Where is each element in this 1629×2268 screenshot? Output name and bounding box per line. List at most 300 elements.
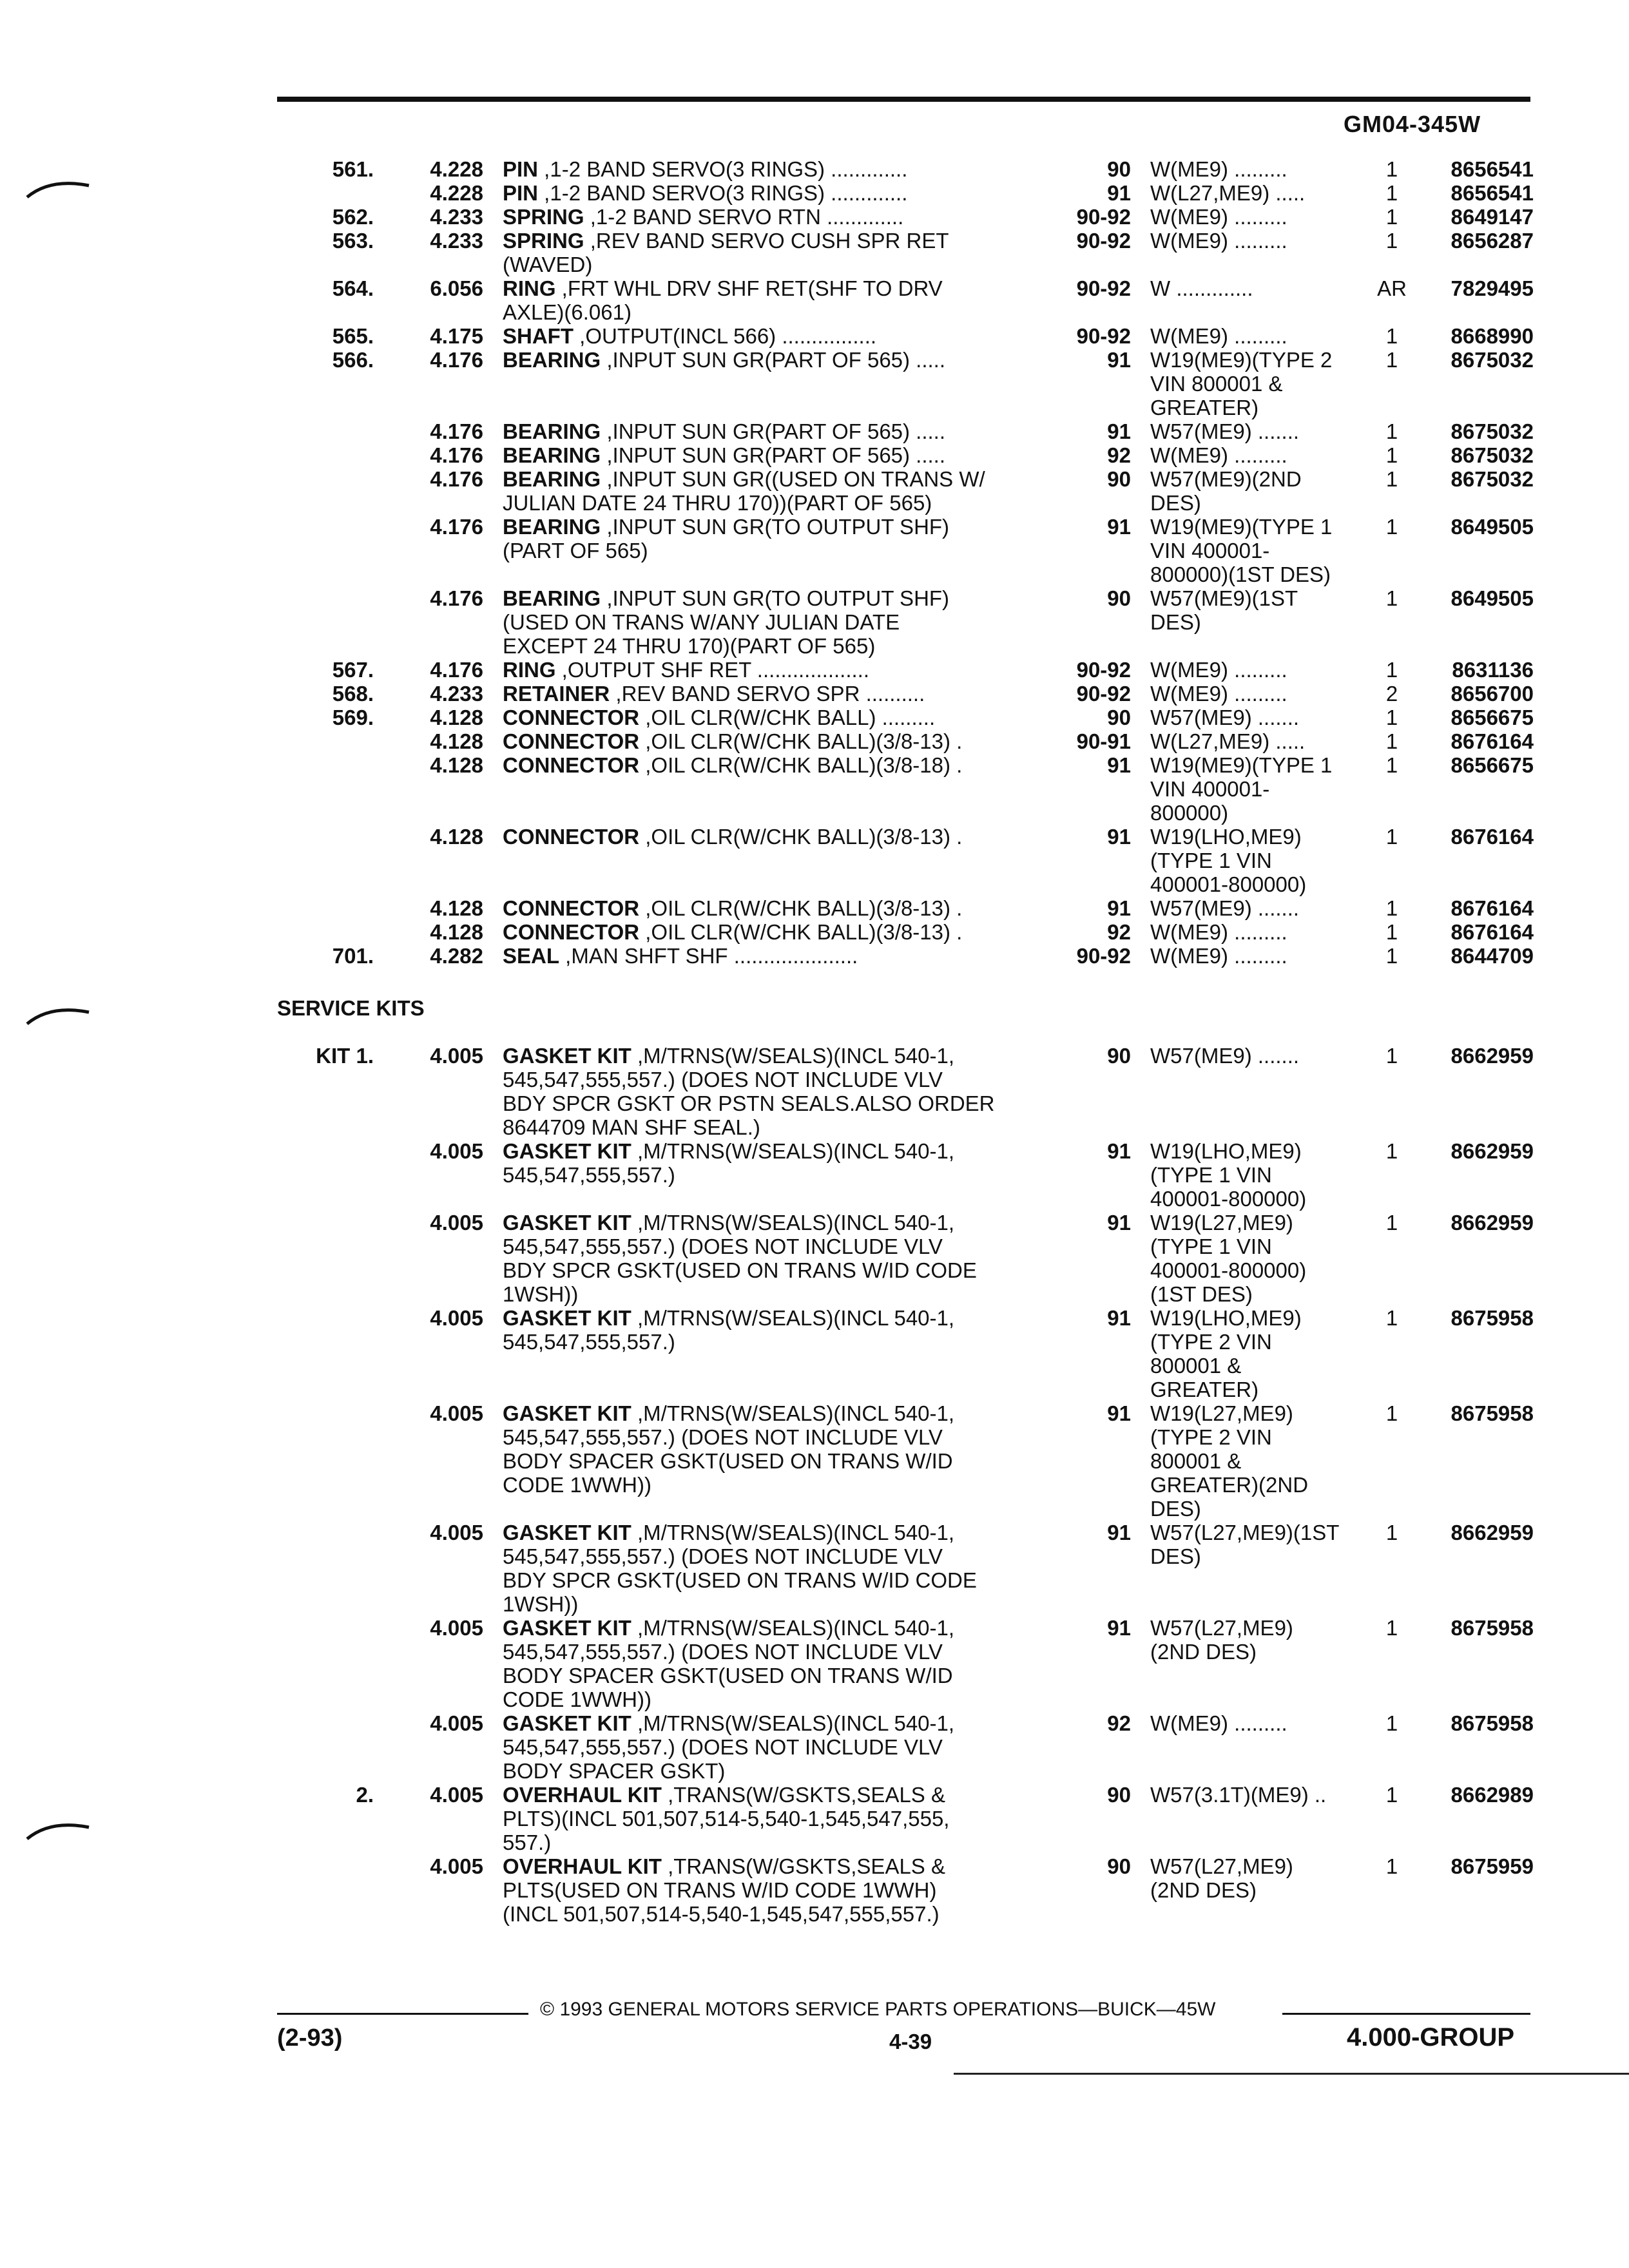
part-number: 8675032 xyxy=(1451,443,1534,467)
application: W57(ME9) ....... xyxy=(1150,419,1300,443)
part-description xyxy=(503,1616,1047,1711)
table-row xyxy=(277,181,1534,205)
part-number: 8656700 xyxy=(1451,682,1534,706)
group-number: 4.176 xyxy=(430,443,483,467)
part-detail: ,OUTPUT(INCL 566) ................ xyxy=(574,324,877,348)
part-detail: ,M/TRNS(W/SEALS)(INCL 540-1, 545,547,555,557.) (DOES NOT INCLUDE VLV BDY SPCR GSKT(USED ON TRANS W/ID CODE 1WSH)) xyxy=(503,1211,977,1306)
item-number: 567. xyxy=(332,658,374,682)
application: W(L27,ME9) ..... xyxy=(1150,729,1306,753)
group-number: 4.228 xyxy=(430,181,483,205)
part-detail: ,MAN SHFT SHF ..................... xyxy=(559,944,858,968)
binder-hole-mark xyxy=(24,175,95,201)
part-number: 8631136 xyxy=(1452,658,1534,682)
model-year: 90-92 xyxy=(1076,324,1131,348)
part-name: GASKET KIT xyxy=(503,1711,631,1735)
quantity: 1 xyxy=(1385,586,1398,610)
part-description xyxy=(503,157,1047,181)
part-detail: ,REV BAND SERVO CUSH SPR RET (WAVED) xyxy=(503,229,949,276)
part-number: 8649505 xyxy=(1451,586,1534,610)
application: W57(ME9) ....... xyxy=(1150,896,1300,920)
part-number: 8676164 xyxy=(1451,825,1534,849)
part-name: PIN xyxy=(503,157,539,181)
item-number: KIT 1. xyxy=(316,1044,374,1068)
application: W(ME9) ......... xyxy=(1150,920,1287,944)
part-number: 8675959 xyxy=(1451,1854,1534,1878)
model-year: 90-92 xyxy=(1076,229,1131,253)
part-detail: ,M/TRNS(W/SEALS)(INCL 540-1, 545,547,555,557.) (DOES NOT INCLUDE VLV BODY SPACER GSKT(USED ON TRANS W/ID CODE 1WWH)) xyxy=(503,1401,955,1497)
application: W57(L27,ME9) (2ND DES) xyxy=(1150,1616,1293,1664)
part-number: 8644709 xyxy=(1451,944,1534,968)
table-row xyxy=(277,1139,1534,1211)
model-year: 90 xyxy=(1107,1044,1131,1068)
part-description xyxy=(503,1711,1047,1783)
part-detail: ,OIL CLR(W/CHK BALL) ......... xyxy=(639,706,936,729)
part-description xyxy=(503,229,1047,276)
part-number: 8656541 xyxy=(1451,157,1534,181)
group-number: 4.233 xyxy=(430,682,483,706)
model-year: 90-92 xyxy=(1076,682,1131,706)
application: W(ME9) ......... xyxy=(1150,682,1287,706)
part-name: BEARING xyxy=(503,515,601,539)
application: W19(LHO,ME9) (TYPE 2 VIN 800001 & GREATER) xyxy=(1150,1306,1302,1401)
quantity: 1 xyxy=(1385,1521,1398,1544)
part-name: GASKET KIT xyxy=(503,1044,631,1068)
model-year: 92 xyxy=(1107,1711,1131,1735)
part-description xyxy=(503,443,1047,467)
model-year: 90 xyxy=(1107,586,1131,610)
group-number: 4.128 xyxy=(430,753,483,777)
application: W(ME9) ......... xyxy=(1150,944,1287,968)
group-number: 4.005 xyxy=(430,1854,483,1878)
application: W19(ME9)(TYPE 1 VIN 400001- 800000)(1ST DES) xyxy=(1150,515,1333,586)
part-name: CONNECTOR xyxy=(503,920,640,944)
model-year: 90 xyxy=(1107,706,1131,729)
quantity: 1 xyxy=(1385,1854,1398,1878)
application: W57(L27,ME9)(1ST DES) xyxy=(1150,1521,1340,1568)
quantity: 1 xyxy=(1385,1711,1398,1735)
item-number: 561. xyxy=(332,157,374,181)
model-year: 90 xyxy=(1107,1783,1131,1807)
model-year: 90-92 xyxy=(1076,276,1131,300)
group-number: 4.176 xyxy=(430,467,483,491)
group-number: 4.128 xyxy=(430,706,483,729)
table-row xyxy=(277,944,1534,968)
part-description xyxy=(503,658,1047,682)
part-detail: ,1-2 BAND SERVO(3 RINGS) ............. xyxy=(538,181,908,205)
quantity: 1 xyxy=(1385,1783,1398,1807)
part-number: 8662959 xyxy=(1451,1521,1534,1544)
part-name: GASKET KIT xyxy=(503,1616,631,1640)
part-detail: ,OIL CLR(W/CHK BALL)(3/8-13) . xyxy=(639,896,963,920)
item-number: 563. xyxy=(332,229,374,253)
part-detail: ,1-2 BAND SERVO RTN ............. xyxy=(584,205,904,229)
part-number: 8675032 xyxy=(1451,419,1534,443)
part-detail: ,INPUT SUN GR(TO OUTPUT SHF) (USED ON TRANS W/ANY JULIAN DATE EXCEPT 24 THRU 170)(PART OF 565) xyxy=(503,586,950,658)
part-name: OVERHAUL KIT xyxy=(503,1854,662,1878)
quantity: AR xyxy=(1377,276,1407,300)
quantity: 1 xyxy=(1385,1401,1398,1425)
application: W57(ME9)(1ST DES) xyxy=(1150,586,1298,634)
section-title: SERVICE KITS xyxy=(277,996,425,1020)
part-number: 8675958 xyxy=(1451,1711,1534,1735)
part-detail: ,OIL CLR(W/CHK BALL)(3/8-13) . xyxy=(639,920,963,944)
part-detail: ,OIL CLR(W/CHK BALL)(3/8-18) . xyxy=(639,753,963,777)
part-detail: ,M/TRNS(W/SEALS)(INCL 540-1, 545,547,555,557.) (DOES NOT INCLUDE VLV BDY SPCR GSKT(USED ON TRANS W/ID CODE 1WSH)) xyxy=(503,1521,977,1616)
part-description xyxy=(503,348,1047,372)
part-number: 8662959 xyxy=(1451,1044,1534,1068)
part-description xyxy=(503,920,1047,944)
part-description xyxy=(503,896,1047,920)
part-detail: ,INPUT SUN GR(PART OF 565) ..... xyxy=(601,419,946,443)
model-year: 91 xyxy=(1107,1616,1131,1640)
part-number: 8656541 xyxy=(1451,181,1534,205)
part-detail: ,M/TRNS(W/SEALS)(INCL 540-1, 545,547,555,557.) (DOES NOT INCLUDE VLV BODY SPACER GSKT) xyxy=(503,1711,955,1783)
application: W19(ME9)(TYPE 2 VIN 800001 & GREATER) xyxy=(1150,348,1333,419)
part-description xyxy=(503,1044,1047,1139)
part-detail: ,M/TRNS(W/SEALS)(INCL 540-1, 545,547,555,557.) (DOES NOT INCLUDE VLV BODY SPACER GSKT(USED ON TRANS W/ID CODE 1WWH)) xyxy=(503,1616,955,1711)
table-row xyxy=(277,1306,1534,1401)
quantity: 1 xyxy=(1385,658,1398,682)
table-row xyxy=(277,1521,1534,1616)
model-year: 90 xyxy=(1107,157,1131,181)
part-name: CONNECTOR xyxy=(503,896,640,920)
model-year: 91 xyxy=(1107,348,1131,372)
table-row xyxy=(277,276,1534,324)
quantity: 2 xyxy=(1385,682,1398,706)
table-row xyxy=(277,1711,1534,1783)
group-number: 4.282 xyxy=(430,944,483,968)
part-description xyxy=(503,276,1047,324)
part-name: PIN xyxy=(503,181,539,205)
quantity: 1 xyxy=(1385,324,1398,348)
part-number: 8675958 xyxy=(1451,1306,1534,1330)
application: W(ME9) ......... xyxy=(1150,157,1287,181)
table-row xyxy=(277,1044,1534,1139)
application: W(ME9) ......... xyxy=(1150,658,1287,682)
table-row xyxy=(277,586,1534,658)
application: W(L27,ME9) ..... xyxy=(1150,181,1306,205)
application: W(ME9) ......... xyxy=(1150,1711,1287,1735)
item-number: 564. xyxy=(332,276,374,300)
application: W19(L27,ME9) (TYPE 1 VIN 400001-800000) (1ST DES) xyxy=(1150,1211,1307,1306)
quantity: 1 xyxy=(1385,348,1398,372)
part-name: GASKET KIT xyxy=(503,1401,631,1425)
model-year: 91 xyxy=(1107,419,1131,443)
table-row xyxy=(277,467,1534,515)
quantity: 1 xyxy=(1385,515,1398,539)
quantity: 1 xyxy=(1385,157,1398,181)
part-description xyxy=(503,825,1047,849)
group-number: 4.233 xyxy=(430,229,483,253)
group-number: 4.176 xyxy=(430,419,483,443)
part-name: BEARING xyxy=(503,348,601,372)
part-number: 8676164 xyxy=(1451,896,1534,920)
table-row xyxy=(277,729,1534,753)
part-number: 8676164 xyxy=(1451,920,1534,944)
part-detail: ,OIL CLR(W/CHK BALL)(3/8-13) . xyxy=(639,825,963,849)
part-detail: ,1-2 BAND SERVO(3 RINGS) ............. xyxy=(538,157,908,181)
group-number: 4.005 xyxy=(430,1401,483,1425)
part-description xyxy=(503,729,1047,753)
table-row xyxy=(277,1616,1534,1711)
part-name: BEARING xyxy=(503,419,601,443)
quantity: 1 xyxy=(1385,706,1398,729)
part-number: 8656675 xyxy=(1451,753,1534,777)
item-number: 568. xyxy=(332,682,374,706)
part-detail: ,M/TRNS(W/SEALS)(INCL 540-1, 545,547,555,557.) (DOES NOT INCLUDE VLV BDY SPCR GSKT OR PSTN SEALS.ALSO ORDER 8644709 MAN SHF SEAL.) xyxy=(503,1044,995,1139)
bottom-rule xyxy=(954,2073,1629,2075)
service-kits-list xyxy=(277,1044,1534,1926)
part-number: 8662989 xyxy=(1451,1783,1534,1807)
group-number: 6.056 xyxy=(430,276,483,300)
part-description xyxy=(503,205,1047,229)
model-year: 91 xyxy=(1107,753,1131,777)
part-number: 8675958 xyxy=(1451,1401,1534,1425)
part-description xyxy=(503,682,1047,706)
part-description xyxy=(503,324,1047,348)
group-number: 4.005 xyxy=(430,1711,483,1735)
table-row xyxy=(277,682,1534,706)
application: W ............. xyxy=(1150,276,1253,300)
part-description xyxy=(503,1401,1047,1497)
group-number: 4.176 xyxy=(430,586,483,610)
header-rule xyxy=(277,97,1530,102)
table-row xyxy=(277,658,1534,682)
quantity: 1 xyxy=(1385,1306,1398,1330)
part-name: BEARING xyxy=(503,467,601,491)
table-row xyxy=(277,157,1534,181)
group-number: 4.176 xyxy=(430,348,483,372)
quantity: 1 xyxy=(1385,1139,1398,1163)
application: W57(ME9)(2ND DES) xyxy=(1150,467,1302,515)
table-row xyxy=(277,1783,1534,1854)
group-number: 4.233 xyxy=(430,205,483,229)
part-name: RING xyxy=(503,658,556,682)
part-name: CONNECTOR xyxy=(503,753,640,777)
table-row xyxy=(277,1211,1534,1306)
document-code: GM04-345W xyxy=(1344,111,1481,137)
part-number: 8662959 xyxy=(1451,1211,1534,1235)
part-description xyxy=(503,1783,1047,1854)
application: W19(L27,ME9) (TYPE 2 VIN 800001 & GREATER)(2ND DES) xyxy=(1150,1401,1309,1521)
quantity: 1 xyxy=(1385,1044,1398,1068)
table-row xyxy=(277,205,1534,229)
model-year: 91 xyxy=(1107,1139,1131,1163)
group-number: 4.175 xyxy=(430,324,483,348)
table-row xyxy=(277,324,1534,348)
part-number: 8649505 xyxy=(1451,515,1534,539)
group-number: 4.176 xyxy=(430,515,483,539)
model-year: 91 xyxy=(1107,1521,1131,1544)
item-number: 566. xyxy=(332,348,374,372)
model-year: 90 xyxy=(1107,1854,1131,1878)
quantity: 1 xyxy=(1385,205,1398,229)
application: W(ME9) ......... xyxy=(1150,324,1287,348)
part-description xyxy=(503,944,1047,968)
footer-group: 4.000-GROUP xyxy=(1347,2023,1515,2052)
part-detail: ,OIL CLR(W/CHK BALL)(3/8-13) . xyxy=(639,729,963,753)
quantity: 1 xyxy=(1385,443,1398,467)
quantity: 1 xyxy=(1385,1211,1398,1235)
footer-date: (2-93) xyxy=(277,2024,343,2052)
part-description xyxy=(503,1139,1047,1187)
footer-copyright: © 1993 GENERAL MOTORS SERVICE PARTS OPERATIONS—BUICK—45W xyxy=(540,1999,1216,2020)
application: W(ME9) ......... xyxy=(1150,205,1287,229)
part-description xyxy=(503,1306,1047,1354)
part-name: RING xyxy=(503,276,556,300)
table-row xyxy=(277,920,1534,944)
quantity: 1 xyxy=(1385,419,1398,443)
model-year: 91 xyxy=(1107,181,1131,205)
model-year: 91 xyxy=(1107,1401,1131,1425)
table-row xyxy=(277,706,1534,729)
application: W19(LHO,ME9) (TYPE 1 VIN 400001-800000) xyxy=(1150,825,1307,896)
model-year: 91 xyxy=(1107,515,1131,539)
footer-rule-right xyxy=(1282,2013,1530,2015)
quantity: 1 xyxy=(1385,920,1398,944)
model-year: 90-91 xyxy=(1076,729,1131,753)
table-row xyxy=(277,348,1534,419)
group-number: 4.176 xyxy=(430,658,483,682)
part-name: OVERHAUL KIT xyxy=(503,1783,662,1807)
part-name: GASKET KIT xyxy=(503,1306,631,1330)
part-name: BEARING xyxy=(503,443,601,467)
part-name: SPRING xyxy=(503,229,584,253)
part-description xyxy=(503,181,1047,205)
part-detail: ,REV BAND SERVO SPR .......... xyxy=(610,682,925,706)
model-year: 91 xyxy=(1107,896,1131,920)
table-row xyxy=(277,229,1534,276)
part-detail: ,INPUT SUN GR((USED ON TRANS W/ JULIAN DATE 24 THRU 170))(PART OF 565) xyxy=(503,467,985,515)
group-number: 4.005 xyxy=(430,1306,483,1330)
table-row xyxy=(277,1401,1534,1521)
part-name: SEAL xyxy=(503,944,560,968)
part-name: SPRING xyxy=(503,205,584,229)
table-row xyxy=(277,515,1534,586)
model-year: 92 xyxy=(1107,920,1131,944)
part-description xyxy=(503,419,1047,443)
group-number: 4.005 xyxy=(430,1521,483,1544)
parts-list xyxy=(277,157,1534,968)
part-name: SHAFT xyxy=(503,324,574,348)
table-row xyxy=(277,825,1534,896)
table-row xyxy=(277,443,1534,467)
item-number: 701. xyxy=(332,944,374,968)
quantity: 1 xyxy=(1385,229,1398,253)
model-year: 91 xyxy=(1107,1211,1131,1235)
binder-hole-mark xyxy=(24,1817,95,1843)
group-number: 4.005 xyxy=(430,1783,483,1807)
part-description xyxy=(503,515,1047,562)
application: W19(LHO,ME9) (TYPE 1 VIN 400001-800000) xyxy=(1150,1139,1307,1211)
part-detail: ,M/TRNS(W/SEALS)(INCL 540-1, 545,547,555,557.) xyxy=(503,1306,955,1354)
group-number: 4.128 xyxy=(430,896,483,920)
model-year: 90 xyxy=(1107,467,1131,491)
item-number: 565. xyxy=(332,324,374,348)
group-number: 4.228 xyxy=(430,157,483,181)
part-name: RETAINER xyxy=(503,682,610,706)
part-name: CONNECTOR xyxy=(503,706,640,729)
group-number: 4.128 xyxy=(430,729,483,753)
group-number: 4.005 xyxy=(430,1139,483,1163)
part-description xyxy=(503,706,1047,729)
parts-table xyxy=(277,157,1534,1926)
part-detail: ,INPUT SUN GR(PART OF 565) ..... xyxy=(601,348,946,372)
group-number: 4.005 xyxy=(430,1211,483,1235)
footer-rule-left xyxy=(277,2013,528,2015)
part-description xyxy=(503,753,1047,777)
part-number: 8662959 xyxy=(1451,1139,1534,1163)
part-description xyxy=(503,1211,1047,1306)
part-number: 8676164 xyxy=(1451,729,1534,753)
part-number: 8656287 xyxy=(1451,229,1534,253)
part-name: GASKET KIT xyxy=(503,1211,631,1235)
part-detail: ,INPUT SUN GR(TO OUTPUT SHF) (PART OF 565) xyxy=(503,515,950,562)
part-name: CONNECTOR xyxy=(503,729,640,753)
model-year: 90-92 xyxy=(1076,205,1131,229)
part-description xyxy=(503,1521,1047,1616)
quantity: 1 xyxy=(1385,944,1398,968)
quantity: 1 xyxy=(1385,467,1398,491)
part-number: 7829495 xyxy=(1451,276,1534,300)
group-number: 4.128 xyxy=(430,825,483,849)
part-detail: ,FRT WHL DRV SHF RET(SHF TO DRV AXLE)(6.061) xyxy=(503,276,943,324)
page-number: 4-39 xyxy=(889,2030,932,2053)
item-number: 2. xyxy=(356,1783,374,1807)
part-detail: ,INPUT SUN GR(PART OF 565) ..... xyxy=(601,443,946,467)
part-detail: ,TRANS(W/GSKTS,SEALS & PLTS)(INCL 501,507,514-5,540-1,545,547,555, 557.) xyxy=(503,1783,950,1854)
part-number: 8668990 xyxy=(1451,324,1534,348)
application: W57(3.1T)(ME9) .. xyxy=(1150,1783,1327,1807)
application: W(ME9) ......... xyxy=(1150,443,1287,467)
part-detail: ,TRANS(W/GSKTS,SEALS & PLTS(USED ON TRANS W/ID CODE 1WWH) (INCL 501,507,514-5,540-1,545,547,555,557.) xyxy=(503,1854,945,1926)
application: W19(ME9)(TYPE 1 VIN 400001- 800000) xyxy=(1150,753,1333,825)
model-year: 91 xyxy=(1107,825,1131,849)
application: W57(ME9) ....... xyxy=(1150,706,1300,729)
part-name: BEARING xyxy=(503,586,601,610)
part-name: GASKET KIT xyxy=(503,1521,631,1544)
part-name: CONNECTOR xyxy=(503,825,640,849)
application: W(ME9) ......... xyxy=(1150,229,1287,253)
quantity: 1 xyxy=(1385,1616,1398,1640)
model-year: 91 xyxy=(1107,1306,1131,1330)
part-number: 8675032 xyxy=(1451,467,1534,491)
item-number: 569. xyxy=(332,706,374,729)
table-row xyxy=(277,419,1534,443)
item-number: 562. xyxy=(332,205,374,229)
group-number: 4.005 xyxy=(430,1044,483,1068)
quantity: 1 xyxy=(1385,729,1398,753)
part-number: 8656675 xyxy=(1451,706,1534,729)
quantity: 1 xyxy=(1385,181,1398,205)
part-description xyxy=(503,586,1047,658)
part-detail: ,M/TRNS(W/SEALS)(INCL 540-1, 545,547,555,557.) xyxy=(503,1139,955,1187)
application: W57(ME9) ....... xyxy=(1150,1044,1300,1068)
part-description xyxy=(503,467,1047,515)
part-number: 8675958 xyxy=(1451,1616,1534,1640)
quantity: 1 xyxy=(1385,753,1398,777)
binder-hole-mark xyxy=(24,1002,95,1028)
group-number: 4.128 xyxy=(430,920,483,944)
model-year: 90-92 xyxy=(1076,658,1131,682)
part-detail: ,OUTPUT SHF RET ................... xyxy=(555,658,870,682)
part-name: GASKET KIT xyxy=(503,1139,631,1163)
model-year: 92 xyxy=(1107,443,1131,467)
table-row xyxy=(277,753,1534,825)
model-year: 90-92 xyxy=(1076,944,1131,968)
application: W57(L27,ME9) (2ND DES) xyxy=(1150,1854,1293,1902)
part-number: 8649147 xyxy=(1451,205,1534,229)
